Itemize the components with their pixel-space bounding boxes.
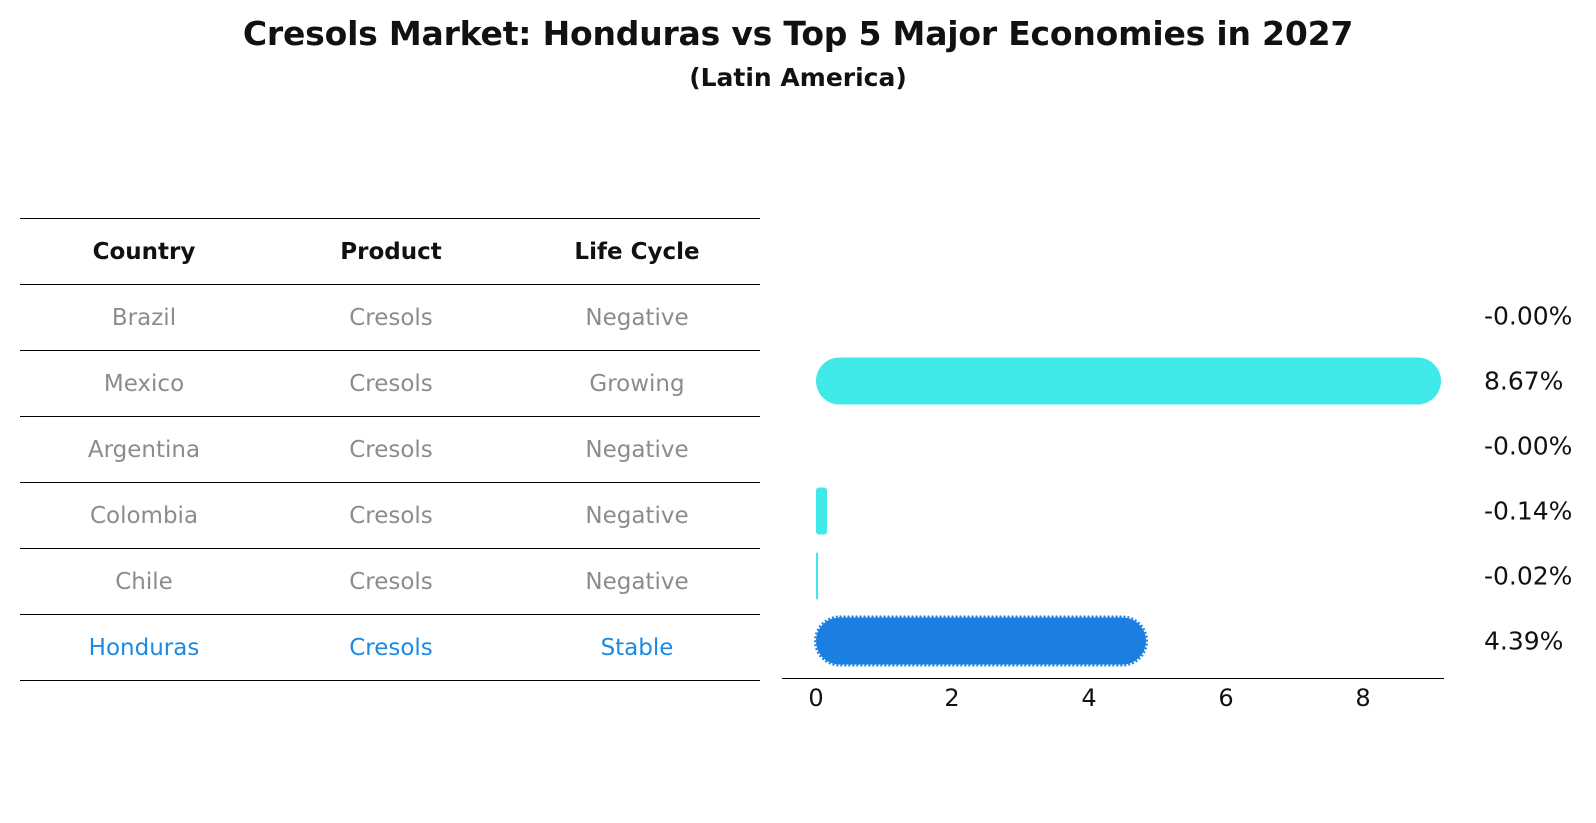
page-subtitle: (Latin America)	[689, 63, 907, 92]
bar-value-brazil: -0.00%	[1484, 301, 1573, 330]
table-row	[20, 351, 760, 417]
cell-product: Cresols	[268, 285, 514, 351]
page-title: Cresols Market: Honduras vs Top 5 Major Economies in 2027	[242, 14, 1354, 53]
table-header-country: Country	[20, 219, 268, 285]
chart-title-block	[0, 14, 1596, 92]
table-row	[20, 417, 760, 483]
data-table	[20, 218, 760, 681]
cell-country: Argentina	[20, 417, 268, 483]
bar-value-chile: -0.02%	[1484, 561, 1573, 590]
table-row	[20, 285, 760, 351]
table-row	[20, 483, 760, 549]
cell-country: Chile	[20, 549, 268, 615]
bar-chart	[782, 218, 1573, 712]
table-header-life-cycle: Life Cycle	[514, 219, 760, 285]
cell-product: Cresols	[268, 417, 514, 483]
table-header-product: Product	[268, 219, 514, 285]
cell-product: Cresols	[268, 483, 514, 549]
cell-life-cycle: Negative	[514, 285, 760, 351]
cell-life-cycle: Stable	[514, 615, 760, 681]
bar-value-colombia: -0.14%	[1484, 496, 1573, 525]
cell-country: Honduras	[20, 615, 268, 681]
cell-life-cycle: Growing	[514, 351, 760, 417]
cell-life-cycle: Negative	[514, 417, 760, 483]
x-tick-6: 6	[1218, 684, 1234, 712]
table-row	[20, 549, 760, 615]
x-tick-4: 4	[1081, 684, 1097, 712]
cell-product: Cresols	[268, 615, 514, 681]
cell-country: Colombia	[20, 483, 268, 549]
bar-honduras	[816, 617, 1146, 664]
x-axis-line	[782, 678, 1444, 679]
cell-product: Cresols	[268, 549, 514, 615]
cell-life-cycle: Negative	[514, 483, 760, 549]
table-header-row	[20, 219, 760, 285]
plot-area	[782, 218, 1573, 712]
x-tick-2: 2	[944, 684, 960, 712]
cell-life-cycle: Negative	[514, 549, 760, 615]
cell-country: Mexico	[20, 351, 268, 417]
bar-chile	[816, 552, 818, 599]
x-tick-8: 8	[1355, 684, 1371, 712]
bar-value-mexico: 8.67%	[1484, 366, 1564, 395]
x-tick-0: 0	[808, 684, 824, 712]
bar-mexico	[816, 357, 1441, 404]
cell-product: Cresols	[268, 351, 514, 417]
bar-value-argentina: -0.00%	[1484, 431, 1573, 460]
cell-country: Brazil	[20, 285, 268, 351]
bar-value-honduras: 4.39%	[1484, 626, 1564, 655]
bar-colombia	[816, 487, 827, 534]
table-row-highlight	[20, 615, 760, 681]
data-table-wrapper	[20, 218, 760, 681]
